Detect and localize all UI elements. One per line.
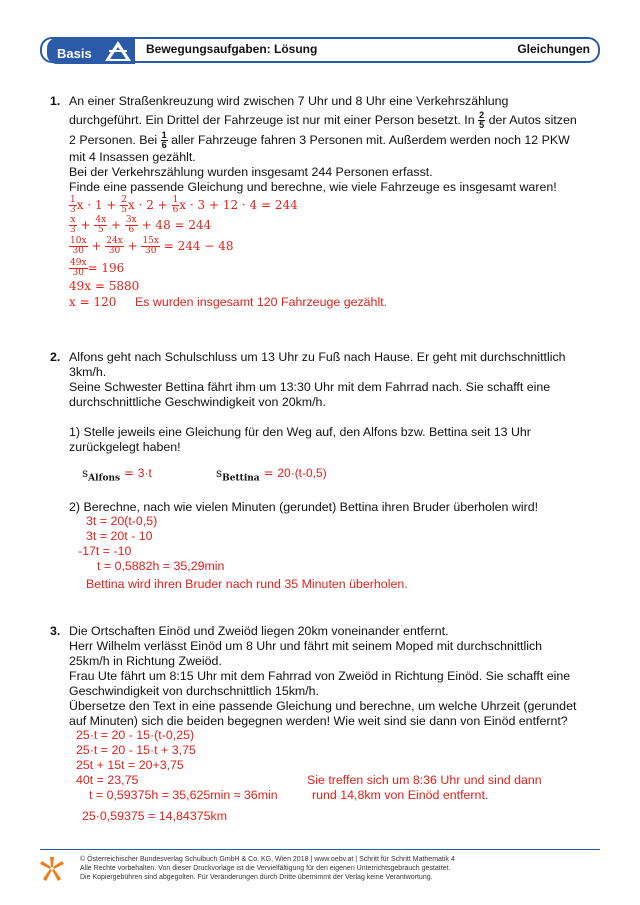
task2-question1-line2: zurückgelegt haben!	[69, 440, 181, 454]
task1-line2: durchgeführt. Ein Drittel der Fahrzeuge ist nur mit einer Person besetzt. In $\frac{2}{5}$ der Autos sitzen	[69, 110, 577, 130]
task3-line6: Übersetze den Text in eine passende Gleichung und berechne, um welche Uhrzeit (gerundet	[69, 699, 577, 713]
task2-line4: durchschnittliche Geschwindigkeit von 20km/h.	[69, 395, 326, 409]
task2-question2: 2) Berechne, nach wie vielen Minuten (gerundet) Bettina ihren Bruder überholen wird!	[69, 500, 539, 514]
task2-line1: Alfons geht nach Schulschluss um 13 Uhr zu Fuß nach Hause. Er geht mit durchschnittlich	[69, 350, 566, 364]
footer-text	[80, 855, 600, 882]
task3-line3: 25km/h in Richtung Zweiöd.	[69, 654, 222, 668]
task3-line2: Herr Wilhelm verlässt Einöd um 8 Uhr und fährt mit seinem Moped mit durchschnittlich	[69, 639, 543, 653]
task1-answer: Es wurden insgesamt 120 Fahrzeuge gezählt.	[135, 295, 388, 309]
task3-calc-3: 25t + 15t = 20+3,75	[76, 758, 184, 772]
publisher-logo-icon	[38, 855, 66, 883]
level-badge: Basis	[47, 38, 135, 64]
footer-rights: Alle Rechte vorbehalten. Von dieser Druckvorlage ist die Vervielfältigung für den eigenen Unterrichtsgebrauch gestattet.	[80, 865, 451, 872]
task1-line3: 2 Personen. Bei $\frac{1}{6}$ aller Fahrzeuge fahren 3 Personen mit. Außerdem werden noch 12 PKW	[69, 130, 570, 150]
task1-equation-2: $\frac{x}{3}$ + $\frac{4x}{5}$ + $\frac{3x}{6}$ + 48 = 244	[70, 215, 212, 235]
task3-calc-1: 25·t = 20 - 15·(t-0,25)	[76, 728, 195, 742]
task3-calc-6: 25·0,59375 = 14,84375km	[82, 809, 228, 823]
task2-line2: 3km/h.	[69, 365, 107, 379]
footer-fees: Die Kopiergebühren sind abgegolten. Für Veränderungen durch Dritte übernimmt der Verlag keine Verantwortung.	[80, 874, 433, 881]
triangle-logo-icon	[102, 38, 134, 64]
task3-line4: Frau Ute fährt um 8:15 Uhr mit dem Fahrrad von Zweiöd in Richtung Einöd. Sie schafft eine	[69, 669, 571, 683]
task2-line3: Seine Schwester Bettina fährt ihm um 13:30 Uhr mit dem Fahrrad nach. Sie schafft eine	[69, 380, 551, 394]
footer-copyright: © Österreichischer Bundesverlag Schulbuch GmbH & Co. KG, Wien 2018 | www.oebv.at | Schritt für Schritt Mathematik 4	[80, 856, 455, 863]
task2-calc-1: 3t = 20(t-0,5)	[86, 514, 158, 528]
task2-answer: Bettina wird ihren Bruder nach rund 35 Minuten überholen.	[86, 577, 408, 591]
distance-alfons: $s_{Alfons} = 3\cdot t$	[82, 466, 152, 484]
task3-line5: Geschwindigkeit von durchschnittlich 15km/h.	[69, 684, 319, 698]
task3-calc-2: 25·t = 20 - 15·t + 3,75	[76, 743, 196, 757]
fraction-two-fifths: $\frac{2}{5}$	[479, 110, 485, 130]
task2-calc-4: t = 0,5882h = 35,29min	[97, 559, 225, 573]
task1-line5: Bei der Verkehrszählung wurden insgesamt 244 Personen erfasst.	[69, 165, 433, 179]
task1-line1: An einer Straßenkreuzung wird zwischen 7 Uhr und 8 Uhr eine Verkehrszählung	[69, 94, 509, 108]
task3-answer-line1: Sie treffen sich um 8:36 Uhr und sind dann	[307, 773, 542, 787]
task1-line6: Finde eine passende Gleichung und berechne, wie viele Fahrzeuge es insgesamt waren!	[69, 180, 557, 194]
task3-calc-5: t = 0,59375h = 35,625min ≈ 36min	[89, 788, 278, 802]
task1-line4: mit 4 Insassen gezählt.	[69, 150, 196, 164]
worksheet-title: Bewegungsaufgaben: Lösung	[146, 42, 318, 56]
task1-equation-1: $\frac{1}{3}$ x · 1 + $\frac{2}{5}$ x · 2 + $\frac{1}{6}$ x · 3 + 12 · 4 = 244	[70, 195, 298, 215]
distance-bettina: $s_{Bettina} = 20\cdot(t-0,5)$	[216, 466, 327, 484]
task1-equation-4: $\frac{49x}{30}$ = 196	[70, 258, 125, 278]
fraction-one-sixth: $\frac{1}{6}$	[161, 130, 167, 150]
task2-question1-line1: 1) Stelle jeweils eine Gleichung für den Weg auf, den Alfons bzw. Bettina seit 13 Uhr	[69, 425, 531, 439]
task1-equation-6: x = 120	[69, 295, 117, 309]
task1-equation-5: 49x = 5880	[69, 279, 140, 293]
footer-divider	[40, 849, 600, 850]
task3-line1: Die Ortschaften Einöd und Zweiöd liegen 20km voneinander entfernt.	[69, 624, 449, 638]
task2-number: 2.	[50, 350, 61, 364]
task1-number: 1.	[50, 94, 61, 108]
task2-calc-3: -17t = -10	[78, 544, 132, 558]
task1-equation-3: $\frac{10x}{30}$ + $\frac{24x}{30}$ + $\frac{15x}{30}$ = 244 − 48	[70, 236, 234, 256]
task3-answer-line2: rund 14,8km von Einöd entfernt.	[312, 788, 489, 802]
task3-number: 3.	[50, 624, 61, 638]
worksheet-topic: Gleichungen	[517, 42, 590, 56]
task2-calc-2: 3t = 20t - 10	[86, 529, 153, 543]
task3-line7: auf Minuten) sich die beiden begegnen werden! Wie weit sind sie dann von Einöd entfernt?	[69, 714, 568, 728]
task3-calc-4: 40t = 23,75	[76, 773, 139, 787]
